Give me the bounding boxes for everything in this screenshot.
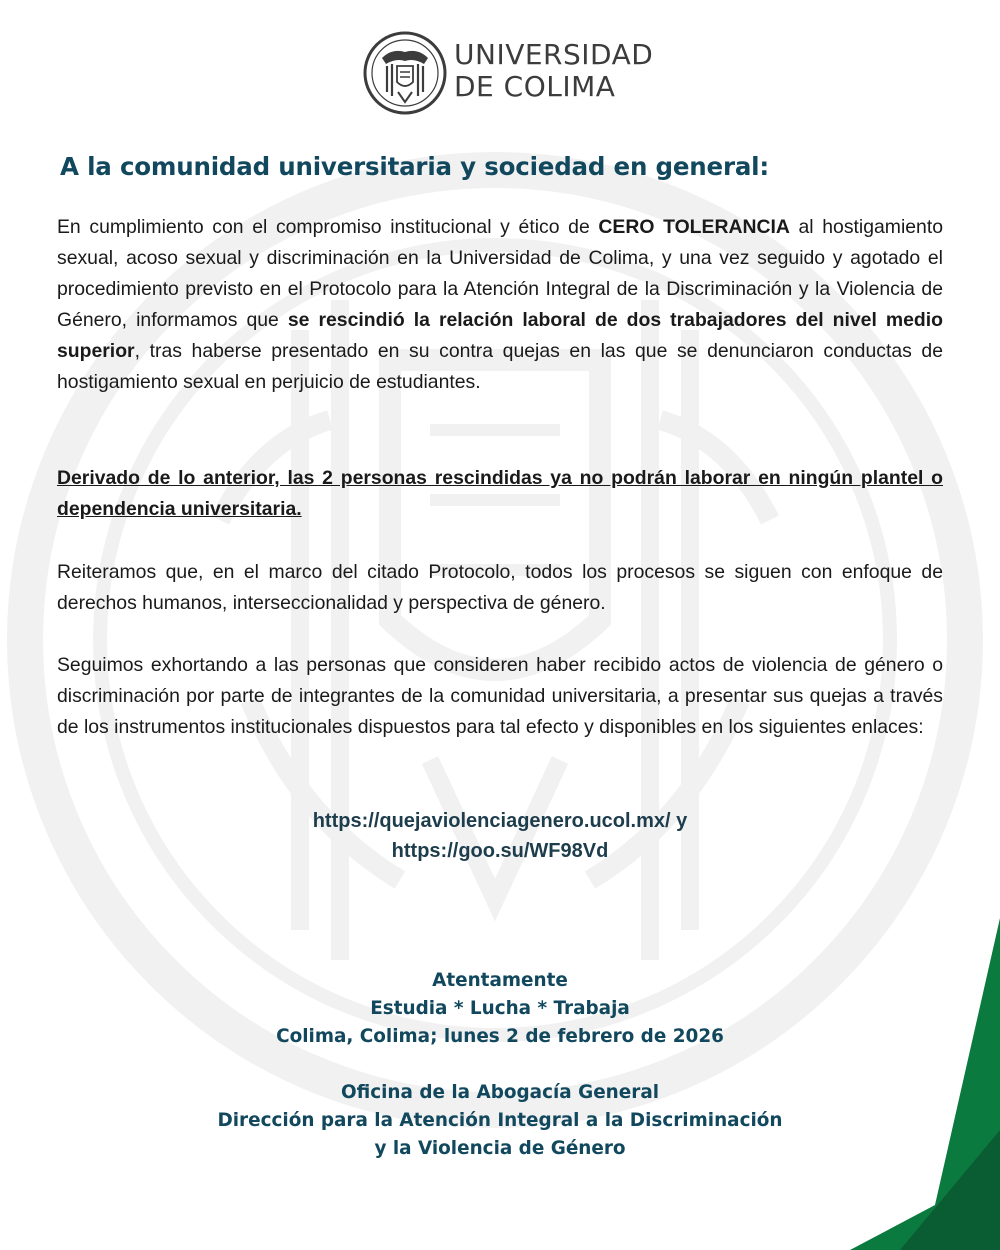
signature-office: Oficina de la Abogacía General bbox=[340, 1082, 660, 1103]
paragraph-announcement-text-c: , tras haberse presentado en su contra quejas en las que se denunciaron conductas de hostigamiento sexual en perjuicio de estudiantes. bbox=[57, 340, 943, 393]
complaint-links bbox=[0, 806, 1000, 866]
links-row-2 bbox=[0, 836, 1000, 866]
paragraph-announcement bbox=[57, 212, 943, 398]
links-row-1 bbox=[0, 806, 1000, 836]
signature-motto: Estudia * Lucha * Trabaja bbox=[370, 998, 630, 1019]
signature-direction: Dirección para la Atención Integral a la Discriminación bbox=[217, 1110, 783, 1131]
university-name-line1: UNIVERSIDAD bbox=[454, 38, 654, 71]
signature-spacer bbox=[0, 1051, 1000, 1079]
university-logo bbox=[362, 30, 652, 118]
signature-direction-cont: y la Violencia de Género bbox=[374, 1138, 626, 1159]
paragraph-consequence: Derivado de lo anterior, las 2 personas rescindidas ya no podrán laborar en ningún plantel o dependencia universitaria. bbox=[57, 467, 943, 520]
university-seal-icon bbox=[362, 30, 448, 116]
paragraph-protocol: Reiteramos que, en el marco del citado Protocolo, todos los procesos se siguen con enfoque de derechos humanos, interseccionalidad y perspectiva de género. bbox=[57, 561, 943, 614]
signature-place-date: Colima, Colima; lunes 2 de febrero de 2026 bbox=[276, 1026, 724, 1047]
university-name-line2: DE COLIMA bbox=[454, 70, 616, 103]
signature-block bbox=[0, 967, 1000, 1163]
rescission-emphasis: se rescindió la relación laboral de dos trabajadores del nivel medio superior bbox=[57, 309, 944, 362]
paragraph-announcement-text-b: al hostigamiento sexual, acoso sexual y discriminación en la Universidad de Colima, y una vez seguido y agotado el procedimiento previsto en el Protocolo para la Atención Integral de la Discriminación y la Violencia de Género, informamos que bbox=[57, 216, 944, 331]
paragraph-announcement-text-a: En cumplimiento con el compromiso institucional y ético de bbox=[57, 216, 599, 238]
links-connector: y bbox=[670, 810, 688, 832]
paragraph-exhortation: Seguimos exhortando a las personas que consideren haber recibido actos de violencia de género o discriminación por parte de integrantes de la comunidad universitaria, a presentar sus quejas a través de los instrumentos institucionales dispuestos para tal efecto y disponibles en los siguientes enlaces: bbox=[57, 654, 943, 738]
complaint-link-short[interactable]: https://goo.su/WF98Vd bbox=[391, 840, 609, 862]
signature-closing: Atentamente bbox=[432, 970, 568, 991]
university-name bbox=[454, 39, 654, 103]
complaint-link-ucol[interactable]: https://quejaviolenciagenero.ucol.mx/ bbox=[312, 810, 671, 832]
zero-tolerance-emphasis: CERO TOLERANCIA bbox=[598, 216, 790, 238]
page-title: A la comunidad universitaria y sociedad en general: bbox=[60, 152, 769, 181]
